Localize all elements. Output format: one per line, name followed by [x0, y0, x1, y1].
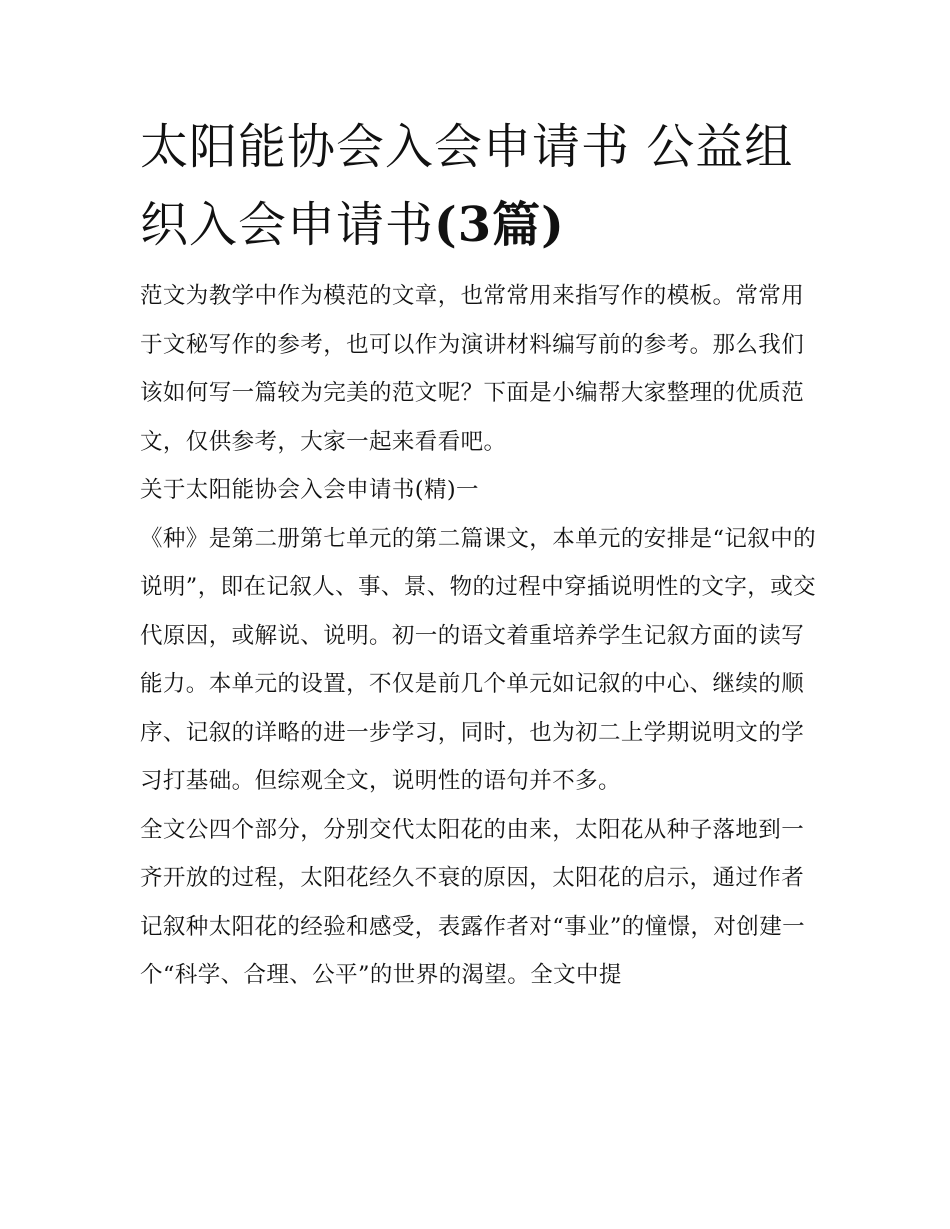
body-paragraph: 《种》是第二册第七单元的第二篇课文，本单元的安排是“记叙中的说明”，即在记叙人、事、景、物的过程中穿插说明性的文字，或交代原因，或解说、说明。初一的语文着重培养学生记叙方面的读写能力。本单元的设置，不仅是前几个单元如记叙的中心、继续的顺序、记叙的详略的进一步学习，同时，也为初二上学期说明文的学习打基础。但综观全文，说明性的语句并不多。 [140, 525, 817, 794]
body-paragraph: 全文公四个部分，分别交代太阳花的由来，太阳花从种子落地到一齐开放的过程，太阳花经久不衰的原因，太阳花的启示，通过作者记叙种太阳花的经验和感受，表露作者对“事业”的憧憬，对创建一个“科学、合理、公平”的世界的渴望。全文中提 [140, 816, 806, 988]
section-heading: 关于太阳能协会入会申请书(精)一 [140, 477, 479, 503]
document-page [140, 108, 820, 1000]
intro-paragraph: 范文为教学中作为模范的文章，也常常用来指写作的模板。常常用于文秘写作的参考，也可以作为演讲材料编写前的参考。那么我们该如何写一篇较为完美的范文呢？下面是小编帮大家整理的优质范文，仅供参考，大家一起来看看吧。 [140, 283, 805, 455]
document-title [140, 108, 820, 264]
title-suffix-text: (3篇) [434, 197, 565, 253]
document-body [140, 272, 820, 1000]
title-main-text: 太阳能协会入会申请书 公益组织入会申请书 [140, 119, 794, 253]
